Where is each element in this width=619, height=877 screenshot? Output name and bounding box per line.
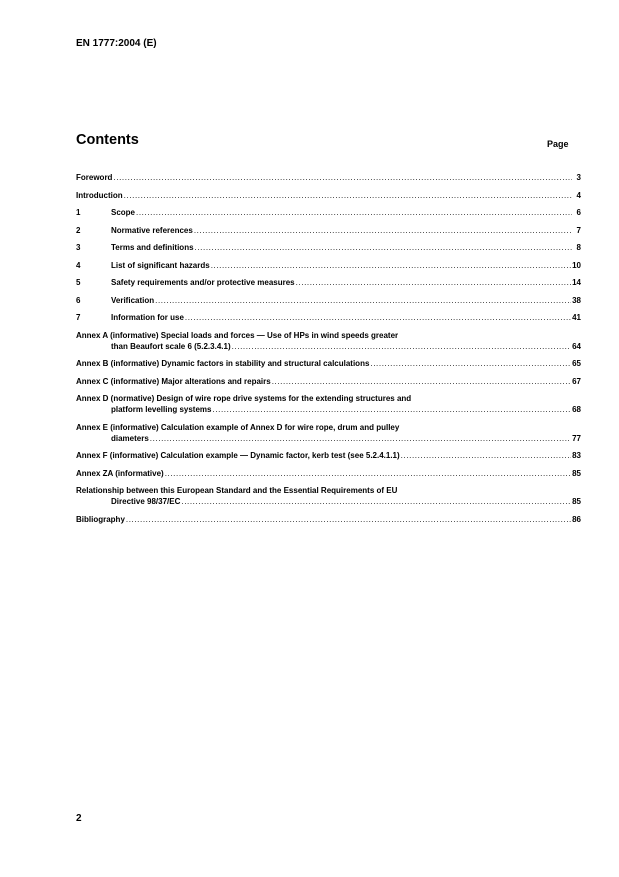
toc-page-number: 4	[576, 190, 581, 200]
toc-entry-scope[interactable]	[76, 207, 581, 218]
toc-entry-title-line1: Annex A (informative) Special loads and forces — Use of HPs in wind speeds greater	[76, 330, 399, 340]
toc-page-number: 65	[572, 359, 581, 368]
toc-entry-row	[76, 496, 581, 507]
toc-dot-leader	[194, 225, 572, 236]
toc-entry-foreword[interactable]	[76, 172, 581, 183]
toc-page-number: 8	[576, 243, 581, 252]
toc-entry-row	[76, 277, 581, 288]
toc-entry-row	[76, 225, 581, 236]
toc-entry-title: Introduction	[76, 190, 123, 200]
toc-entry-title: Annex B (informative) Dynamic factors in stability and structural calculations	[76, 359, 370, 368]
toc-entry-introduction[interactable]	[76, 190, 581, 201]
toc-entry-bibliography[interactable]	[76, 514, 581, 525]
toc-page-number: 41	[572, 313, 581, 322]
toc-clause-number: 2	[76, 225, 81, 235]
toc-clause-number: 3	[76, 243, 81, 252]
toc-entry-row	[76, 242, 581, 253]
toc-dot-leader	[126, 514, 571, 525]
toc-entry-title-line2: platform levelling systems	[111, 405, 212, 414]
toc-entry-title-line1: Relationship between this European Standard and the Essential Requirements of EU	[76, 486, 398, 495]
toc-page-number: 14	[572, 278, 581, 287]
toc-dot-leader	[136, 207, 572, 218]
toc-entry-row	[76, 207, 581, 218]
toc-entry-row	[76, 295, 581, 306]
toc-entry-title-line1: Annex E (informative) Calculation example of Annex D for wire rope, drum and pulley	[76, 422, 400, 432]
toc-entry-annex-b-informative-dynamic-factors-in-s[interactable]	[76, 358, 581, 369]
toc-page-number: 85	[572, 497, 581, 506]
toc-page-number: 10	[572, 260, 581, 270]
toc-dot-leader	[165, 468, 571, 479]
toc-entry-title: Normative references	[111, 225, 193, 235]
toc-entry-row	[76, 514, 581, 525]
toc-clause-number: 7	[76, 313, 81, 322]
toc-dot-leader	[232, 341, 571, 352]
toc-dot-leader	[296, 277, 571, 288]
toc-entry-row	[76, 468, 581, 479]
toc-page-number: 77	[572, 433, 581, 443]
toc-entry-title-line2: than Beaufort scale 6 (5.2.3.4.1)	[111, 341, 231, 351]
toc-dot-leader	[181, 496, 571, 507]
toc-entry-relationship-between-this-european-stand[interactable]	[76, 485, 581, 507]
table-of-contents	[76, 172, 581, 531]
document-id: EN 1777:2004 (E)	[76, 38, 157, 49]
toc-entry-title-line2: diameters	[111, 433, 149, 443]
toc-entry-list-of-significant-hazards[interactable]	[76, 260, 581, 271]
toc-entry-verification[interactable]	[76, 295, 581, 306]
toc-dot-leader	[211, 260, 571, 271]
toc-entry-terms-and-definitions[interactable]	[76, 242, 581, 253]
toc-entry-row	[76, 376, 581, 387]
toc-page-number: 67	[572, 376, 581, 386]
toc-dot-leader	[150, 433, 571, 444]
toc-page-number: 68	[572, 405, 581, 414]
toc-page-number: 85	[572, 468, 581, 478]
toc-dot-leader	[124, 190, 572, 201]
toc-entry-row	[76, 450, 581, 461]
page-column-label: Page	[547, 139, 569, 149]
toc-page-number: 3	[576, 173, 581, 182]
toc-entry-annex-c-informative-major-alterations-an[interactable]	[76, 376, 581, 387]
toc-dot-leader	[401, 450, 571, 461]
toc-entry-row	[76, 172, 581, 183]
toc-entry-title: List of significant hazards	[111, 260, 210, 270]
toc-page-number: 86	[572, 514, 581, 524]
toc-clause-number: 1	[76, 208, 81, 217]
toc-entry-title-line1: Annex D (normative) Design of wire rope drive systems for the extending structures and	[76, 394, 412, 403]
toc-page-number: 38	[572, 295, 581, 305]
toc-entry-title: Information for use	[111, 313, 184, 322]
toc-dot-leader	[185, 312, 571, 323]
toc-entry-annex-f-informative-calculation-example-[interactable]	[76, 450, 581, 461]
toc-clause-number: 6	[76, 295, 81, 305]
toc-entry-information-for-use[interactable]	[76, 312, 581, 323]
toc-entry-normative-references[interactable]	[76, 225, 581, 236]
toc-entry-annex-a-informative-special-loads-and-fo[interactable]	[76, 330, 581, 352]
toc-clause-number: 5	[76, 278, 81, 287]
toc-entry-title: Verification	[111, 295, 155, 305]
toc-entry-row	[76, 260, 581, 271]
toc-entry-title: Terms and definitions	[111, 243, 194, 252]
toc-entry-row	[76, 341, 581, 352]
toc-page-number: 83	[572, 451, 581, 460]
toc-entry-row	[76, 190, 581, 201]
toc-entry-row	[76, 312, 581, 323]
toc-dot-leader	[212, 404, 571, 415]
toc-entry-title: Scope	[111, 208, 136, 217]
toc-page-number: 6	[576, 208, 581, 217]
toc-entry-row	[76, 404, 581, 415]
toc-entry-row	[76, 358, 581, 369]
toc-entry-annex-e-informative-calculation-example-[interactable]	[76, 422, 581, 444]
toc-entry-annex-za-informative[interactable]	[76, 468, 581, 479]
toc-entry-safety-requirements-and-or-protective-me[interactable]	[76, 277, 581, 288]
toc-dot-leader	[370, 358, 571, 369]
toc-entry-title: Safety requirements and/or protective measures	[111, 278, 295, 287]
toc-entry-annex-d-normative-design-of-wire-rope-dr[interactable]	[76, 393, 581, 415]
toc-dot-leader	[155, 295, 571, 306]
toc-dot-leader	[195, 242, 572, 253]
toc-dot-leader	[272, 376, 571, 387]
toc-entry-title: Bibliography	[76, 514, 125, 524]
toc-entry-title: Annex F (informative) Calculation example — Dynamic factor, kerb test (see 5.2.4.1.1)	[76, 451, 400, 460]
toc-entry-title-line2: Directive 98/37/EC	[111, 497, 181, 506]
toc-entry-title: Annex ZA (informative)	[76, 468, 164, 478]
toc-page-number: 64	[572, 341, 581, 351]
page-number: 2	[76, 813, 82, 824]
toc-entry-title: Foreword	[76, 173, 113, 182]
toc-page-number: 7	[576, 225, 581, 235]
toc-dot-leader	[113, 172, 572, 183]
toc-entry-row	[76, 433, 581, 444]
toc-clause-number: 4	[76, 260, 81, 270]
toc-entry-title: Annex C (informative) Major alterations and repairs	[76, 376, 271, 386]
contents-title: Contents	[76, 132, 139, 148]
